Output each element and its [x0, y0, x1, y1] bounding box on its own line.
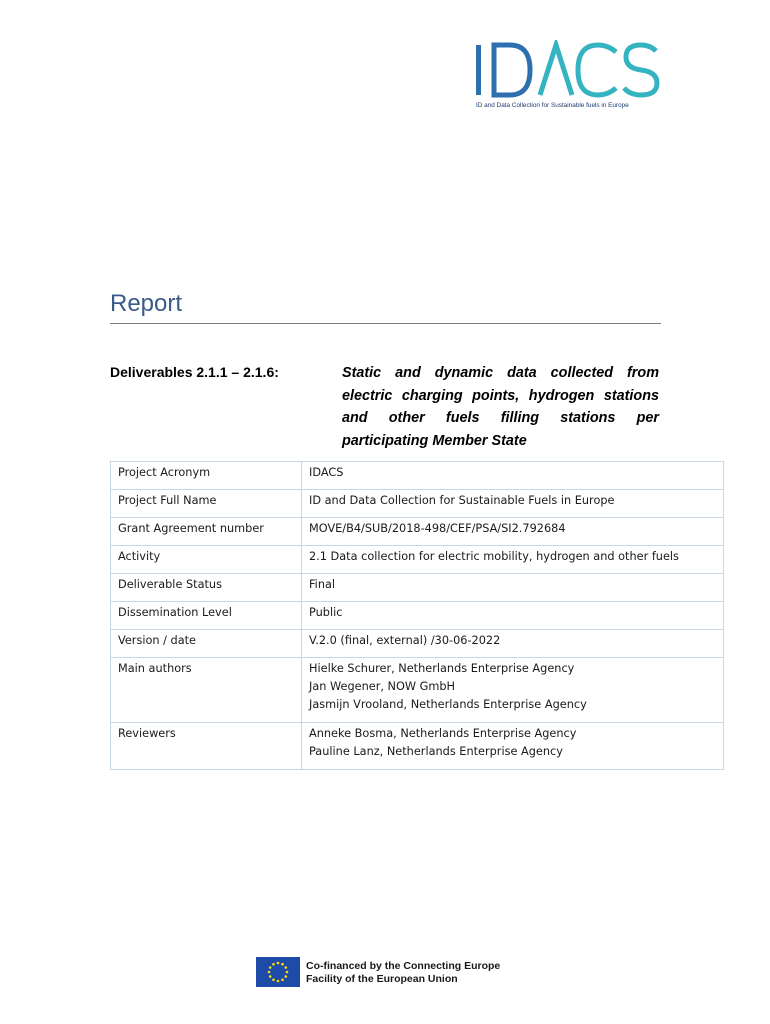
field-value-line: Pauline Lanz, Netherlands Enterprise Agency	[309, 745, 563, 758]
field-value	[302, 602, 724, 630]
field-value-line: Public	[309, 606, 343, 619]
field-value	[302, 574, 724, 602]
eu-star	[277, 980, 280, 983]
field-value	[302, 630, 724, 658]
eu-star	[284, 966, 287, 969]
field-value	[302, 490, 724, 518]
eu-star	[269, 966, 272, 969]
field-label-text: Version / date	[118, 634, 197, 647]
table-row	[111, 630, 724, 658]
field-label	[111, 658, 302, 723]
field-value-line: ID and Data Collection for Sustainable Fuels in Europe	[309, 494, 615, 507]
field-label-text: Grant Agreement number	[118, 522, 264, 535]
field-label-text: Project Full Name	[118, 494, 217, 507]
field-value	[302, 518, 724, 546]
table-row	[111, 602, 724, 630]
field-label	[111, 602, 302, 630]
field-label	[111, 574, 302, 602]
field-value-line: MOVE/B4/SUB/2018-498/CEF/PSA/SI2.792684	[309, 522, 566, 535]
field-value-line: Jan Wegener, NOW GmbH	[309, 680, 456, 693]
cofinance-line-2: Facility of the European Union	[306, 972, 458, 985]
eu-star	[268, 971, 271, 974]
idacs-logo	[474, 40, 664, 114]
field-value-line: Jasmijn Vrooland, Netherlands Enterprise Agency	[309, 698, 587, 711]
table-row	[111, 574, 724, 602]
field-label-text: Dissemination Level	[118, 606, 232, 619]
field-label	[111, 630, 302, 658]
eu-star	[286, 971, 289, 974]
eu-star	[272, 978, 275, 981]
report-title: Report	[110, 290, 183, 317]
field-value-line: Final	[309, 578, 336, 591]
cofinance-line-1: Co-financed by the Connecting Europe	[306, 960, 501, 972]
logo-tagline: ID and Data Collection for Sustainable fuels in Europe	[476, 102, 629, 109]
field-label-text: Deliverable Status	[118, 578, 222, 591]
eu-flag-icon	[256, 957, 300, 987]
field-label	[111, 490, 302, 518]
eu-star	[269, 975, 272, 978]
field-value	[302, 546, 724, 574]
field-label	[111, 546, 302, 574]
field-label-text: Main authors	[118, 662, 192, 675]
field-value	[302, 723, 724, 770]
field-label-text: Project Acronym	[118, 466, 211, 479]
field-value	[302, 462, 724, 490]
table-row	[111, 462, 724, 490]
title-divider	[110, 323, 661, 324]
eu-star	[277, 962, 280, 965]
table-row	[111, 490, 724, 518]
field-label	[111, 462, 302, 490]
field-value-line: IDACS	[309, 466, 344, 479]
eu-star	[272, 963, 275, 966]
idacs-wordmark-icon	[474, 40, 664, 100]
field-value	[302, 658, 724, 723]
project-info-table	[110, 461, 724, 770]
cofinance-statement	[306, 960, 500, 985]
field-label	[111, 723, 302, 770]
eu-star	[281, 963, 284, 966]
field-label	[111, 518, 302, 546]
table-row	[111, 546, 724, 574]
table-row	[111, 723, 724, 770]
field-label-text: Activity	[118, 550, 161, 563]
field-value-line: 2.1 Data collection for electric mobility, hydrogen and other fuels	[309, 550, 679, 563]
table-row	[111, 518, 724, 546]
eu-star	[284, 975, 287, 978]
table-row	[111, 658, 724, 723]
field-value-line: V.2.0 (final, external) /30-06-2022	[309, 634, 501, 647]
eu-star	[281, 978, 284, 981]
field-value-line: Anneke Bosma, Netherlands Enterprise Agency	[309, 727, 577, 740]
field-value-line: Hielke Schurer, Netherlands Enterprise Agency	[309, 662, 575, 675]
deliverables-label: Deliverables 2.1.1 – 2.1.6:	[110, 364, 279, 380]
field-label-text: Reviewers	[118, 727, 176, 740]
deliverables-description: Static and dynamic data collected from electric charging points, hydrogen stations and other fuels filling stations per participating Member State	[342, 365, 659, 449]
